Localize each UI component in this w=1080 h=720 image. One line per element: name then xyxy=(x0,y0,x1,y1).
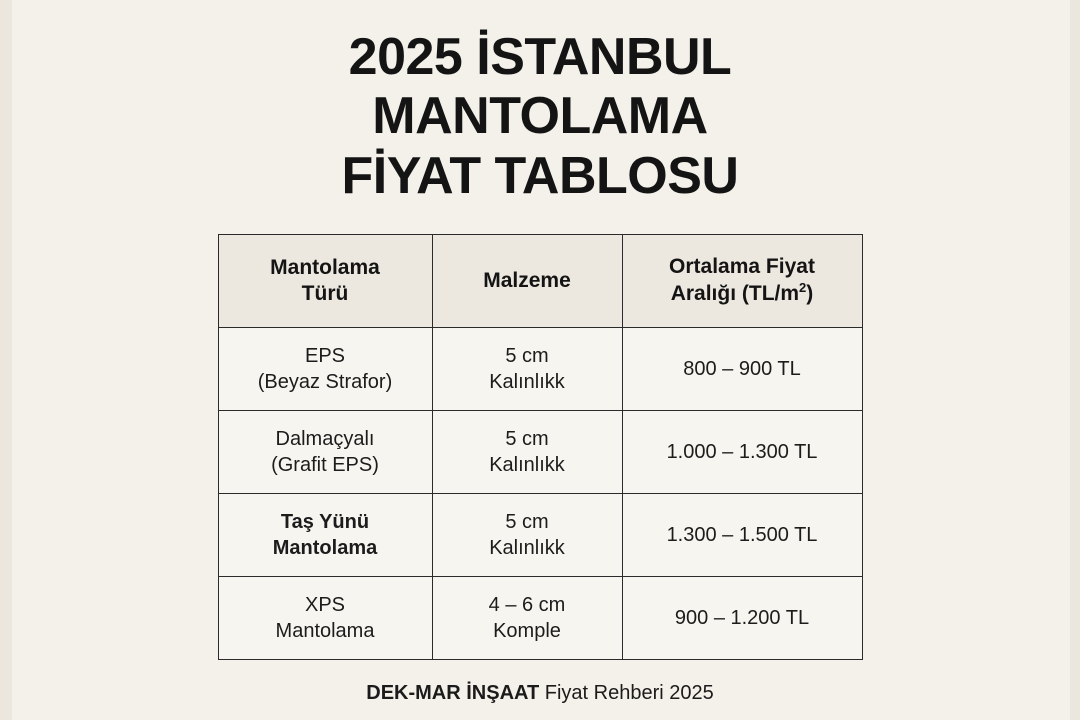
table-header-row xyxy=(218,234,862,327)
cell-price: 800 – 900 TL xyxy=(622,327,862,410)
column-header-type xyxy=(218,234,432,327)
table-row xyxy=(218,576,862,659)
cell-type-line2: (Beyaz Strafor) xyxy=(257,370,393,393)
cell-material-line2: Kalınlıkk xyxy=(489,536,565,559)
cell-material-line1: 4 – 6 cm xyxy=(488,593,566,616)
cell-type-line2: Mantolama xyxy=(275,619,375,642)
cell-type-line1: XPS xyxy=(304,593,346,616)
cell-type xyxy=(218,493,432,576)
cell-type-line1: Dalmaçyalı xyxy=(275,427,375,450)
cell-material xyxy=(432,327,622,410)
cell-price: 900 – 1.200 TL xyxy=(622,576,862,659)
footer-tagline: Fiyat Rehberi 2025 xyxy=(544,681,714,704)
cell-material-line1: 5 cm xyxy=(505,510,549,533)
cell-price: 1.300 – 1.500 TL xyxy=(622,493,862,576)
cell-type xyxy=(218,576,432,659)
cell-material xyxy=(432,410,622,493)
cell-type-line2: (Grafit EPS) xyxy=(271,453,379,476)
column-header-price xyxy=(622,234,862,327)
cell-type-line1: Taş Yünü xyxy=(280,510,370,533)
column-header-price-line2: Aralığı $(TL/m^2)$ xyxy=(670,280,814,306)
cell-material xyxy=(432,576,622,659)
column-header-type-line1: Mantolama xyxy=(270,255,380,279)
cell-material-line1: 5 cm xyxy=(505,344,549,367)
cell-type-line1: EPS xyxy=(304,344,346,367)
table-row xyxy=(218,410,862,493)
title-line-1: 2025 İSTANBUL xyxy=(348,28,732,86)
page-title xyxy=(110,28,970,206)
table-body xyxy=(218,327,862,659)
table-row xyxy=(218,493,862,576)
column-header-material-line1: Malzeme xyxy=(483,268,571,292)
column-header-type-line2: Türü xyxy=(301,281,349,305)
column-header-price-line1: Ortalama Fiyat xyxy=(669,255,815,279)
cell-material-line2: Kalınlıkk xyxy=(489,370,565,393)
cell-material-line1: 5 cm xyxy=(505,427,549,450)
cell-price: 1.000 – 1.300 TL xyxy=(622,410,862,493)
table-header xyxy=(218,234,862,327)
footer xyxy=(110,682,970,705)
cell-material-line2: Kalınlıkk xyxy=(489,453,565,476)
cell-type-line2: Mantolama xyxy=(272,536,378,559)
title-line-3: FİYAT TABLOSU xyxy=(341,146,739,205)
cell-type xyxy=(218,410,432,493)
price-table xyxy=(218,234,863,660)
cell-type xyxy=(218,327,432,410)
cell-material xyxy=(432,493,622,576)
column-header-material xyxy=(432,234,622,327)
title-line-2: MANTOLAMA xyxy=(372,87,708,146)
cell-material-line2: Komple xyxy=(493,619,561,642)
table-row xyxy=(218,327,862,410)
footer-brand: DEK-MAR İNŞAAT xyxy=(366,681,540,704)
